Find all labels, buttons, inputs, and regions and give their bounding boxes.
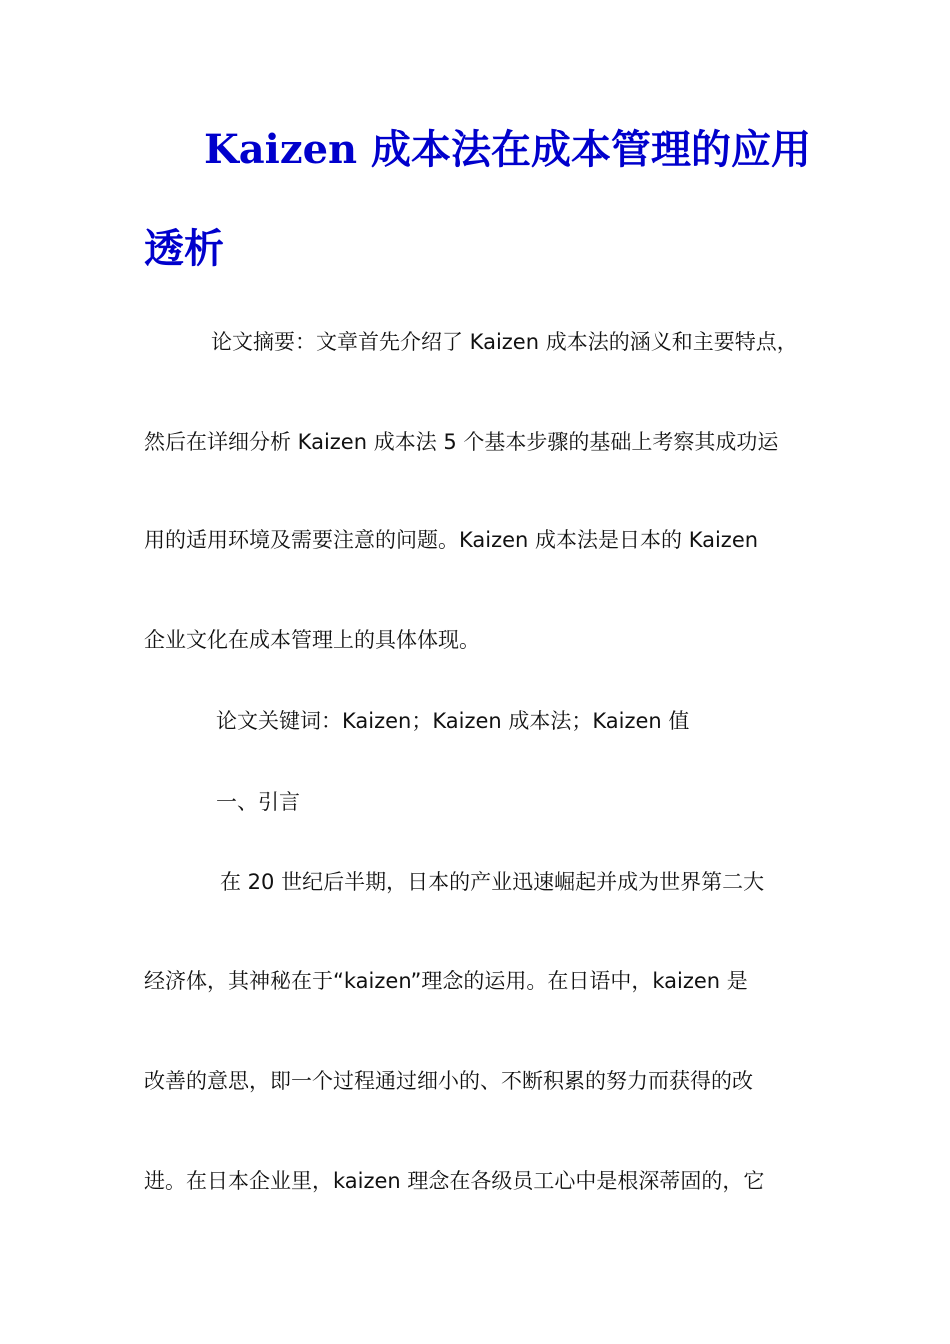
abstract-line: 用的适用环境及需要注意的问题。Kaizen 成本法是日本的 Kaizen [144, 528, 759, 552]
keywords-line: 论文关键词：Kaizen；Kaizen 成本法；Kaizen 值 [216, 709, 690, 733]
body-line: 进。在日本企业里，kaizen 理念在各级员工心中是根深蒂固的，它 [144, 1169, 765, 1193]
body-line: 经济体，其神秘在于“kaizen”理念的运用。在日语中，kaizen 是 [144, 969, 748, 993]
section-heading: 一、引言 [216, 790, 300, 814]
abstract-line: 企业文化在成本管理上的具体体现。 [144, 628, 480, 652]
document-title-line-2: 透析 [144, 225, 224, 272]
abstract-line: 论文摘要：文章首先介绍了 Kaizen 成本法的涵义和主要特点， [211, 330, 798, 354]
body-line: 在 20 世纪后半期，日本的产业迅速崛起并成为世界第二大 [220, 870, 765, 894]
body-line: 改善的意思，即一个过程通过细小的、不断积累的努力而获得的改 [144, 1069, 753, 1093]
abstract-line: 然后在详细分析 Kaizen 成本法 5 个基本步骤的基础上考察其成功运 [144, 430, 779, 454]
document-title-line-1: Kaizen 成本法在成本管理的应用 [204, 126, 812, 173]
